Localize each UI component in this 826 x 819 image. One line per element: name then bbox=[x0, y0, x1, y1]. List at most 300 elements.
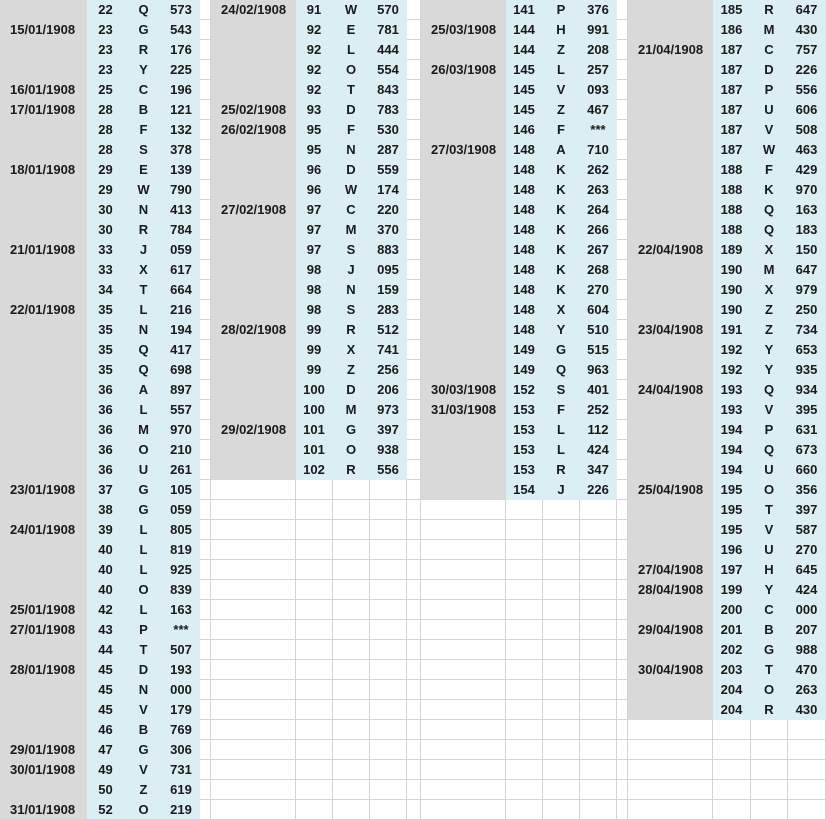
code-cell[interactable]: 935 bbox=[788, 360, 826, 380]
sequence-cell[interactable]: 101 bbox=[296, 440, 333, 460]
sequence-cell[interactable]: 148 bbox=[506, 200, 543, 220]
code-cell[interactable]: 356 bbox=[788, 480, 826, 500]
sequence-cell[interactable]: 45 bbox=[87, 680, 125, 700]
code-cell[interactable]: 647 bbox=[788, 0, 826, 20]
empty-cell[interactable] bbox=[543, 700, 580, 720]
spacer-cell[interactable] bbox=[200, 480, 211, 500]
spacer-cell[interactable] bbox=[407, 260, 421, 280]
letter-cell[interactable]: L bbox=[125, 540, 163, 560]
code-cell[interactable]: 769 bbox=[163, 720, 200, 740]
letter-cell[interactable]: W bbox=[751, 140, 788, 160]
empty-cell[interactable] bbox=[506, 780, 543, 800]
letter-cell[interactable]: Q bbox=[751, 380, 788, 400]
empty-cell[interactable] bbox=[333, 560, 370, 580]
date-cell[interactable]: 28/04/1908 bbox=[628, 580, 713, 600]
empty-cell[interactable] bbox=[506, 600, 543, 620]
sequence-cell[interactable]: 40 bbox=[87, 540, 125, 560]
date-cell[interactable] bbox=[211, 240, 296, 260]
code-cell[interactable]: 378 bbox=[163, 140, 200, 160]
code-cell[interactable]: 734 bbox=[788, 320, 826, 340]
spacer-cell[interactable] bbox=[200, 100, 211, 120]
empty-cell[interactable] bbox=[333, 660, 370, 680]
sequence-cell[interactable]: 200 bbox=[713, 600, 751, 620]
sequence-cell[interactable]: 96 bbox=[296, 160, 333, 180]
code-cell[interactable]: 429 bbox=[788, 160, 826, 180]
letter-cell[interactable]: L bbox=[125, 300, 163, 320]
spacer-cell[interactable] bbox=[200, 220, 211, 240]
spacer-cell[interactable] bbox=[200, 620, 211, 640]
empty-cell[interactable] bbox=[296, 760, 333, 780]
letter-cell[interactable]: O bbox=[125, 580, 163, 600]
date-cell[interactable] bbox=[211, 340, 296, 360]
spacer-cell[interactable] bbox=[617, 160, 628, 180]
spacer-cell[interactable] bbox=[617, 760, 628, 780]
letter-cell[interactable]: O bbox=[333, 440, 370, 460]
spacer-cell[interactable] bbox=[407, 180, 421, 200]
spacer-cell[interactable] bbox=[200, 740, 211, 760]
date-cell[interactable] bbox=[628, 60, 713, 80]
code-cell[interactable]: 645 bbox=[788, 560, 826, 580]
code-cell[interactable]: 105 bbox=[163, 480, 200, 500]
date-cell[interactable] bbox=[421, 460, 506, 480]
spacer-cell[interactable] bbox=[407, 20, 421, 40]
sequence-cell[interactable]: 30 bbox=[87, 200, 125, 220]
letter-cell[interactable]: V bbox=[751, 120, 788, 140]
code-cell[interactable]: 206 bbox=[370, 380, 407, 400]
sequence-cell[interactable]: 44 bbox=[87, 640, 125, 660]
code-cell[interactable]: 559 bbox=[370, 160, 407, 180]
sequence-cell[interactable]: 195 bbox=[713, 500, 751, 520]
letter-cell[interactable]: Y bbox=[751, 340, 788, 360]
code-cell[interactable]: 370 bbox=[370, 220, 407, 240]
empty-cell[interactable] bbox=[628, 720, 713, 740]
code-cell[interactable]: 207 bbox=[788, 620, 826, 640]
date-cell[interactable] bbox=[628, 180, 713, 200]
empty-cell[interactable] bbox=[333, 740, 370, 760]
empty-cell[interactable] bbox=[543, 640, 580, 660]
code-cell[interactable]: 698 bbox=[163, 360, 200, 380]
empty-cell[interactable] bbox=[296, 540, 333, 560]
date-cell[interactable] bbox=[421, 240, 506, 260]
empty-cell[interactable] bbox=[370, 560, 407, 580]
sequence-cell[interactable]: 187 bbox=[713, 40, 751, 60]
spacer-cell[interactable] bbox=[200, 360, 211, 380]
code-cell[interactable]: 059 bbox=[163, 240, 200, 260]
date-cell[interactable] bbox=[628, 640, 713, 660]
date-cell[interactable]: 31/03/1908 bbox=[421, 400, 506, 420]
sequence-cell[interactable]: 199 bbox=[713, 580, 751, 600]
date-cell[interactable] bbox=[421, 100, 506, 120]
empty-cell[interactable] bbox=[296, 740, 333, 760]
sequence-cell[interactable]: 195 bbox=[713, 520, 751, 540]
spacer-cell[interactable] bbox=[617, 460, 628, 480]
date-cell[interactable] bbox=[211, 60, 296, 80]
empty-cell[interactable] bbox=[506, 580, 543, 600]
empty-cell[interactable] bbox=[211, 760, 296, 780]
empty-cell[interactable] bbox=[506, 800, 543, 819]
letter-cell[interactable]: H bbox=[543, 20, 580, 40]
empty-cell[interactable] bbox=[506, 720, 543, 740]
empty-cell[interactable] bbox=[296, 640, 333, 660]
spacer-cell[interactable] bbox=[407, 380, 421, 400]
date-cell[interactable] bbox=[0, 780, 87, 800]
letter-cell[interactable]: M bbox=[333, 220, 370, 240]
spacer-cell[interactable] bbox=[200, 60, 211, 80]
empty-cell[interactable] bbox=[580, 580, 617, 600]
date-cell[interactable] bbox=[211, 380, 296, 400]
empty-cell[interactable] bbox=[788, 780, 826, 800]
spacer-cell[interactable] bbox=[407, 620, 421, 640]
empty-cell[interactable] bbox=[506, 540, 543, 560]
letter-cell[interactable]: D bbox=[125, 660, 163, 680]
empty-cell[interactable] bbox=[788, 720, 826, 740]
empty-cell[interactable] bbox=[211, 720, 296, 740]
sequence-cell[interactable]: 23 bbox=[87, 60, 125, 80]
date-cell[interactable] bbox=[0, 640, 87, 660]
letter-cell[interactable]: T bbox=[751, 660, 788, 680]
sequence-cell[interactable]: 192 bbox=[713, 360, 751, 380]
empty-cell[interactable] bbox=[296, 620, 333, 640]
date-cell[interactable] bbox=[0, 360, 87, 380]
date-cell[interactable] bbox=[211, 300, 296, 320]
empty-cell[interactable] bbox=[580, 640, 617, 660]
letter-cell[interactable]: A bbox=[125, 380, 163, 400]
letter-cell[interactable]: J bbox=[125, 240, 163, 260]
letter-cell[interactable]: Z bbox=[751, 300, 788, 320]
sequence-cell[interactable]: 203 bbox=[713, 660, 751, 680]
sequence-cell[interactable]: 23 bbox=[87, 20, 125, 40]
code-cell[interactable]: 467 bbox=[580, 100, 617, 120]
letter-cell[interactable]: L bbox=[125, 520, 163, 540]
letter-cell[interactable]: N bbox=[125, 680, 163, 700]
date-cell[interactable]: 16/01/1908 bbox=[0, 80, 87, 100]
spacer-cell[interactable] bbox=[200, 680, 211, 700]
date-cell[interactable]: 25/03/1908 bbox=[421, 20, 506, 40]
empty-cell[interactable] bbox=[421, 500, 506, 520]
letter-cell[interactable]: K bbox=[751, 180, 788, 200]
code-cell[interactable]: 843 bbox=[370, 80, 407, 100]
sequence-cell[interactable]: 191 bbox=[713, 320, 751, 340]
spacer-cell[interactable] bbox=[617, 520, 628, 540]
date-cell[interactable]: 25/01/1908 bbox=[0, 600, 87, 620]
empty-cell[interactable] bbox=[211, 640, 296, 660]
code-cell[interactable]: 000 bbox=[163, 680, 200, 700]
sequence-cell[interactable]: 98 bbox=[296, 300, 333, 320]
sequence-cell[interactable]: 36 bbox=[87, 380, 125, 400]
code-cell[interactable]: 226 bbox=[580, 480, 617, 500]
code-cell[interactable]: 606 bbox=[788, 100, 826, 120]
empty-cell[interactable] bbox=[333, 500, 370, 520]
spacer-cell[interactable] bbox=[617, 220, 628, 240]
empty-cell[interactable] bbox=[543, 780, 580, 800]
letter-cell[interactable]: Y bbox=[125, 60, 163, 80]
spacer-cell[interactable] bbox=[200, 700, 211, 720]
letter-cell[interactable]: D bbox=[333, 160, 370, 180]
sequence-cell[interactable]: 149 bbox=[506, 340, 543, 360]
sequence-cell[interactable]: 194 bbox=[713, 440, 751, 460]
letter-cell[interactable]: Q bbox=[751, 440, 788, 460]
empty-cell[interactable] bbox=[421, 760, 506, 780]
letter-cell[interactable]: K bbox=[543, 200, 580, 220]
empty-cell[interactable] bbox=[333, 760, 370, 780]
empty-cell[interactable] bbox=[543, 620, 580, 640]
sequence-cell[interactable]: 96 bbox=[296, 180, 333, 200]
sequence-cell[interactable]: 92 bbox=[296, 80, 333, 100]
spacer-cell[interactable] bbox=[407, 300, 421, 320]
empty-cell[interactable] bbox=[506, 500, 543, 520]
date-cell[interactable] bbox=[0, 420, 87, 440]
letter-cell[interactable]: V bbox=[751, 400, 788, 420]
code-cell[interactable]: 673 bbox=[788, 440, 826, 460]
spacer-cell[interactable] bbox=[407, 320, 421, 340]
date-cell[interactable]: 31/01/1908 bbox=[0, 800, 87, 819]
empty-cell[interactable] bbox=[543, 800, 580, 819]
sequence-cell[interactable]: 22 bbox=[87, 0, 125, 20]
spacer-cell[interactable] bbox=[407, 340, 421, 360]
date-cell[interactable] bbox=[0, 400, 87, 420]
spacer-cell[interactable] bbox=[617, 600, 628, 620]
date-cell[interactable] bbox=[421, 300, 506, 320]
sequence-cell[interactable]: 144 bbox=[506, 40, 543, 60]
empty-cell[interactable] bbox=[333, 580, 370, 600]
letter-cell[interactable]: P bbox=[543, 0, 580, 20]
letter-cell[interactable]: K bbox=[543, 180, 580, 200]
spacer-cell[interactable] bbox=[407, 60, 421, 80]
sequence-cell[interactable]: 193 bbox=[713, 400, 751, 420]
letter-cell[interactable]: Q bbox=[125, 340, 163, 360]
letter-cell[interactable]: Z bbox=[333, 360, 370, 380]
sequence-cell[interactable]: 52 bbox=[87, 800, 125, 819]
code-cell[interactable]: 196 bbox=[163, 80, 200, 100]
code-cell[interactable]: 515 bbox=[580, 340, 617, 360]
sequence-cell[interactable]: 29 bbox=[87, 160, 125, 180]
empty-cell[interactable] bbox=[506, 640, 543, 660]
spacer-cell[interactable] bbox=[617, 540, 628, 560]
sequence-cell[interactable]: 28 bbox=[87, 140, 125, 160]
empty-cell[interactable] bbox=[751, 800, 788, 819]
code-cell[interactable]: 470 bbox=[788, 660, 826, 680]
spacer-cell[interactable] bbox=[617, 400, 628, 420]
empty-cell[interactable] bbox=[421, 560, 506, 580]
spacer-cell[interactable] bbox=[617, 320, 628, 340]
letter-cell[interactable]: C bbox=[751, 600, 788, 620]
spacer-cell[interactable] bbox=[617, 120, 628, 140]
sequence-cell[interactable]: 28 bbox=[87, 120, 125, 140]
date-cell[interactable] bbox=[421, 260, 506, 280]
sequence-cell[interactable]: 148 bbox=[506, 300, 543, 320]
letter-cell[interactable]: R bbox=[543, 460, 580, 480]
sequence-cell[interactable]: 148 bbox=[506, 180, 543, 200]
sequence-cell[interactable]: 92 bbox=[296, 20, 333, 40]
code-cell[interactable]: 556 bbox=[370, 460, 407, 480]
empty-cell[interactable] bbox=[580, 780, 617, 800]
code-cell[interactable]: 781 bbox=[370, 20, 407, 40]
letter-cell[interactable]: K bbox=[543, 240, 580, 260]
code-cell[interactable]: 988 bbox=[788, 640, 826, 660]
empty-cell[interactable] bbox=[543, 760, 580, 780]
date-cell[interactable]: 29/02/1908 bbox=[211, 420, 296, 440]
letter-cell[interactable]: W bbox=[125, 180, 163, 200]
empty-cell[interactable] bbox=[211, 620, 296, 640]
letter-cell[interactable]: M bbox=[751, 260, 788, 280]
code-cell[interactable]: 270 bbox=[580, 280, 617, 300]
spacer-cell[interactable] bbox=[200, 780, 211, 800]
empty-cell[interactable] bbox=[211, 480, 296, 500]
spacer-cell[interactable] bbox=[617, 60, 628, 80]
spacer-cell[interactable] bbox=[407, 40, 421, 60]
letter-cell[interactable]: J bbox=[333, 260, 370, 280]
date-cell[interactable] bbox=[0, 320, 87, 340]
empty-cell[interactable] bbox=[580, 540, 617, 560]
letter-cell[interactable]: O bbox=[751, 680, 788, 700]
date-cell[interactable] bbox=[628, 200, 713, 220]
empty-cell[interactable] bbox=[421, 680, 506, 700]
sequence-cell[interactable]: 35 bbox=[87, 340, 125, 360]
empty-cell[interactable] bbox=[628, 800, 713, 819]
date-cell[interactable]: 21/04/1908 bbox=[628, 40, 713, 60]
spacer-cell[interactable] bbox=[407, 700, 421, 720]
sequence-cell[interactable]: 197 bbox=[713, 560, 751, 580]
code-cell[interactable]: 819 bbox=[163, 540, 200, 560]
empty-cell[interactable] bbox=[421, 620, 506, 640]
date-cell[interactable] bbox=[0, 460, 87, 480]
code-cell[interactable]: 270 bbox=[788, 540, 826, 560]
empty-cell[interactable] bbox=[788, 740, 826, 760]
letter-cell[interactable]: K bbox=[543, 220, 580, 240]
empty-cell[interactable] bbox=[296, 480, 333, 500]
code-cell[interactable]: 508 bbox=[788, 120, 826, 140]
spacer-cell[interactable] bbox=[407, 120, 421, 140]
spacer-cell[interactable] bbox=[200, 140, 211, 160]
code-cell[interactable]: 267 bbox=[580, 240, 617, 260]
letter-cell[interactable]: D bbox=[333, 380, 370, 400]
empty-cell[interactable] bbox=[713, 720, 751, 740]
code-cell[interactable]: 897 bbox=[163, 380, 200, 400]
letter-cell[interactable]: O bbox=[125, 440, 163, 460]
code-cell[interactable]: 417 bbox=[163, 340, 200, 360]
date-cell[interactable] bbox=[421, 480, 506, 500]
letter-cell[interactable]: N bbox=[333, 140, 370, 160]
sequence-cell[interactable]: 36 bbox=[87, 400, 125, 420]
date-cell[interactable]: 17/01/1908 bbox=[0, 100, 87, 120]
spacer-cell[interactable] bbox=[617, 180, 628, 200]
empty-cell[interactable] bbox=[296, 500, 333, 520]
code-cell[interactable]: 112 bbox=[580, 420, 617, 440]
empty-cell[interactable] bbox=[370, 800, 407, 819]
code-cell[interactable]: 979 bbox=[788, 280, 826, 300]
sequence-cell[interactable]: 38 bbox=[87, 500, 125, 520]
empty-cell[interactable] bbox=[506, 560, 543, 580]
date-cell[interactable] bbox=[211, 260, 296, 280]
letter-cell[interactable]: X bbox=[333, 340, 370, 360]
letter-cell[interactable]: F bbox=[751, 160, 788, 180]
letter-cell[interactable]: Q bbox=[751, 220, 788, 240]
sequence-cell[interactable]: 34 bbox=[87, 280, 125, 300]
code-cell[interactable]: 631 bbox=[788, 420, 826, 440]
letter-cell[interactable]: K bbox=[543, 260, 580, 280]
date-cell[interactable] bbox=[421, 360, 506, 380]
letter-cell[interactable]: Q bbox=[543, 360, 580, 380]
date-cell[interactable] bbox=[0, 720, 87, 740]
spacer-cell[interactable] bbox=[407, 740, 421, 760]
date-cell[interactable] bbox=[628, 260, 713, 280]
spacer-cell[interactable] bbox=[407, 80, 421, 100]
code-cell[interactable]: 132 bbox=[163, 120, 200, 140]
code-cell[interactable]: 619 bbox=[163, 780, 200, 800]
date-cell[interactable] bbox=[211, 20, 296, 40]
letter-cell[interactable]: T bbox=[333, 80, 370, 100]
empty-cell[interactable] bbox=[333, 640, 370, 660]
sequence-cell[interactable]: 188 bbox=[713, 180, 751, 200]
letter-cell[interactable]: A bbox=[543, 140, 580, 160]
sequence-cell[interactable]: 35 bbox=[87, 320, 125, 340]
letter-cell[interactable]: L bbox=[125, 400, 163, 420]
code-cell[interactable]: 430 bbox=[788, 20, 826, 40]
empty-cell[interactable] bbox=[543, 720, 580, 740]
letter-cell[interactable]: R bbox=[751, 700, 788, 720]
date-cell[interactable] bbox=[628, 680, 713, 700]
sequence-cell[interactable]: 98 bbox=[296, 280, 333, 300]
letter-cell[interactable]: U bbox=[751, 540, 788, 560]
sequence-cell[interactable]: 23 bbox=[87, 40, 125, 60]
empty-cell[interactable] bbox=[333, 780, 370, 800]
date-cell[interactable] bbox=[628, 140, 713, 160]
date-cell[interactable]: 23/01/1908 bbox=[0, 480, 87, 500]
date-cell[interactable] bbox=[628, 440, 713, 460]
date-cell[interactable] bbox=[628, 80, 713, 100]
sequence-cell[interactable]: 153 bbox=[506, 420, 543, 440]
code-cell[interactable]: 000 bbox=[788, 600, 826, 620]
letter-cell[interactable]: F bbox=[543, 400, 580, 420]
date-cell[interactable] bbox=[211, 160, 296, 180]
spacer-cell[interactable] bbox=[200, 760, 211, 780]
code-cell[interactable]: 413 bbox=[163, 200, 200, 220]
sequence-cell[interactable]: 145 bbox=[506, 100, 543, 120]
date-cell[interactable] bbox=[211, 400, 296, 420]
letter-cell[interactable]: R bbox=[333, 320, 370, 340]
sequence-cell[interactable]: 193 bbox=[713, 380, 751, 400]
code-cell[interactable]: 925 bbox=[163, 560, 200, 580]
date-cell[interactable] bbox=[0, 120, 87, 140]
date-cell[interactable] bbox=[628, 600, 713, 620]
letter-cell[interactable]: O bbox=[125, 800, 163, 819]
code-cell[interactable]: 176 bbox=[163, 40, 200, 60]
letter-cell[interactable]: N bbox=[125, 320, 163, 340]
sequence-cell[interactable]: 93 bbox=[296, 100, 333, 120]
empty-cell[interactable] bbox=[543, 580, 580, 600]
date-cell[interactable] bbox=[421, 220, 506, 240]
empty-cell[interactable] bbox=[296, 600, 333, 620]
empty-cell[interactable] bbox=[580, 600, 617, 620]
code-cell[interactable]: 424 bbox=[580, 440, 617, 460]
code-cell[interactable]: 193 bbox=[163, 660, 200, 680]
code-cell[interactable]: 093 bbox=[580, 80, 617, 100]
empty-cell[interactable] bbox=[370, 700, 407, 720]
code-cell[interactable]: 710 bbox=[580, 140, 617, 160]
letter-cell[interactable]: R bbox=[751, 0, 788, 20]
date-cell[interactable] bbox=[628, 20, 713, 40]
date-cell[interactable]: 29/01/1908 bbox=[0, 740, 87, 760]
spacer-cell[interactable] bbox=[200, 40, 211, 60]
sequence-cell[interactable]: 148 bbox=[506, 260, 543, 280]
date-cell[interactable]: 27/03/1908 bbox=[421, 140, 506, 160]
sequence-cell[interactable]: 188 bbox=[713, 200, 751, 220]
date-cell[interactable] bbox=[0, 680, 87, 700]
letter-cell[interactable]: Y bbox=[751, 580, 788, 600]
spacer-cell[interactable] bbox=[617, 340, 628, 360]
code-cell[interactable]: 507 bbox=[163, 640, 200, 660]
empty-cell[interactable] bbox=[211, 800, 296, 819]
